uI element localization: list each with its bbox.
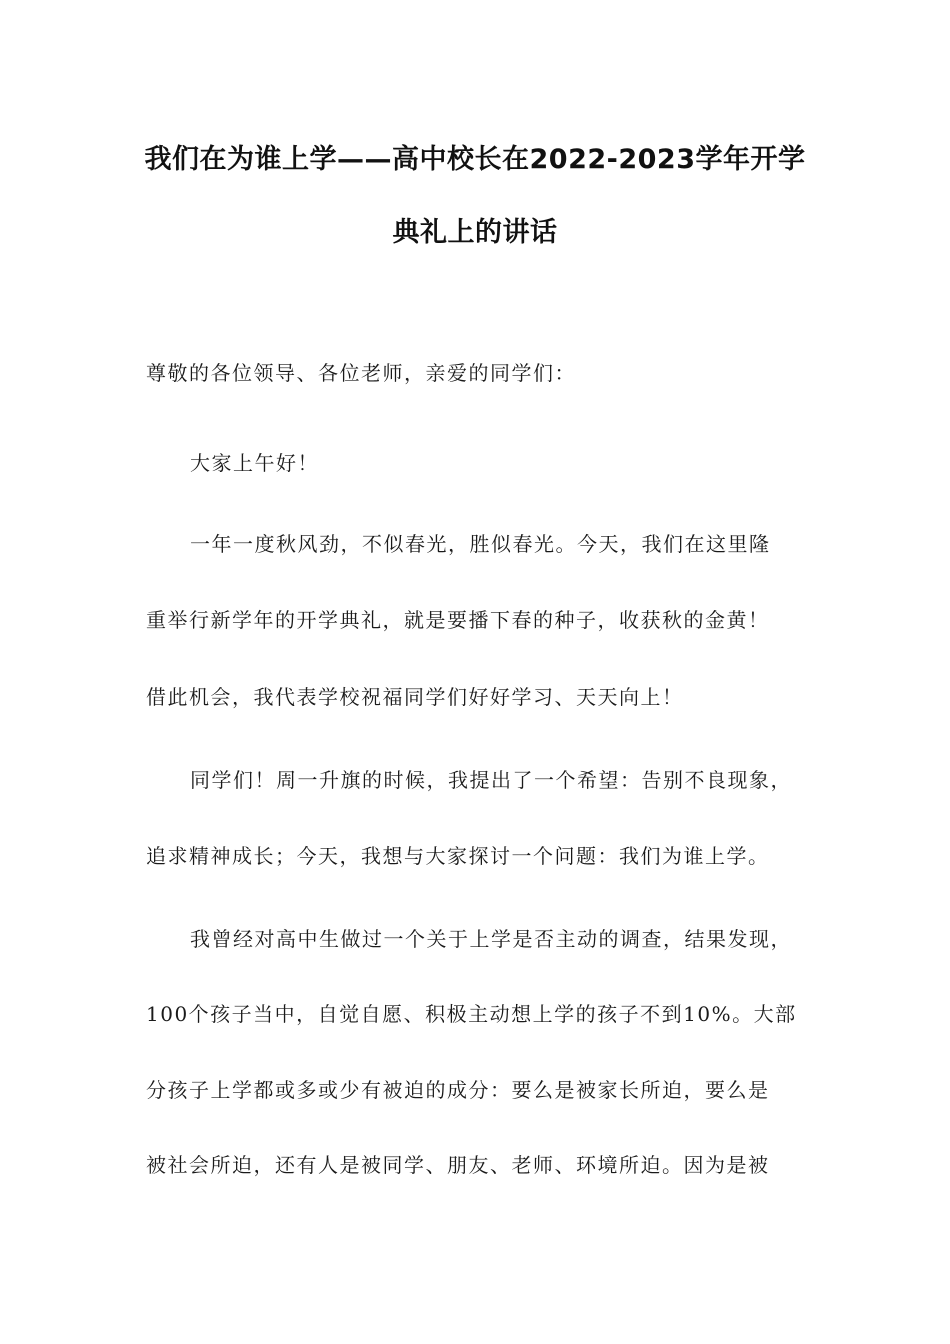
paragraph-3-line-3: 分孩子上学都或多或少有被迫的成分：要么是被家长所迫，要么是	[146, 1078, 770, 1102]
greeting-paragraph: 大家上午好！	[190, 451, 319, 475]
paragraph-1-line-1: 一年一度秋风劲，不似春光，胜似春光。今天，我们在这里隆	[190, 532, 771, 556]
salutation: 尊敬的各位领导、各位老师，亲爱的同学们：	[146, 361, 576, 385]
paragraph-2-line-1: 同学们！周一升旗的时候，我提出了一个希望：告别不良现象，	[190, 768, 792, 792]
paragraph-2-line-2: 追求精神成长；今天，我想与大家探讨一个问题：我们为谁上学。	[146, 844, 770, 868]
paragraph-3-line-1: 我曾经对高中生做过一个关于上学是否主动的调查，结果发现，	[190, 927, 792, 951]
document-title-line-2: 典礼上的讲话	[392, 217, 558, 248]
paragraph-1-line-3: 借此机会，我代表学校祝福同学们好好学习、天天向上！	[146, 685, 684, 709]
paragraph-3-line-2: 100个孩子当中，自觉自愿、积极主动想上学的孩子不到10%。大部	[146, 1002, 797, 1026]
paragraph-3-line-4: 被社会所迫，还有人是被同学、朋友、老师、环境所迫。因为是被	[146, 1153, 770, 1177]
paragraph-1-line-2: 重举行新学年的开学典礼，就是要播下春的种子，收获秋的金黄！	[146, 608, 770, 632]
document-title-line-1: 我们在为谁上学——高中校长在2022-2023学年开学	[144, 144, 806, 175]
